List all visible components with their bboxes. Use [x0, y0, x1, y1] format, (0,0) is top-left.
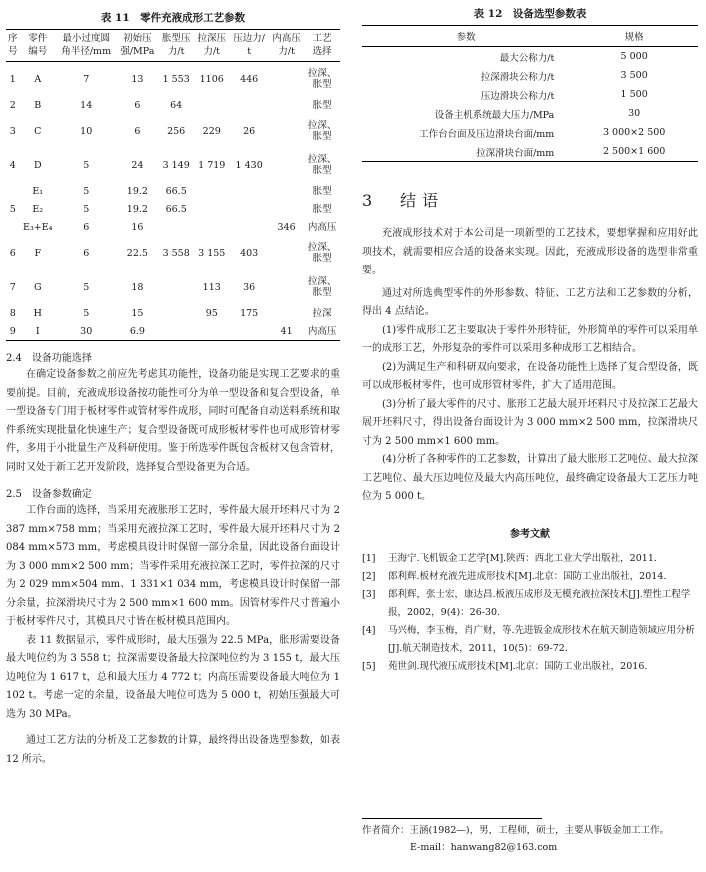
param-cell: 拉深滑块公称力/t — [480, 71, 555, 83]
table-cell — [269, 148, 305, 182]
table-row — [6, 270, 340, 304]
table-cell: 24 — [131, 159, 144, 171]
reference-number: [2] — [362, 570, 376, 582]
table-cell: 13 — [131, 73, 144, 85]
table-cell — [194, 96, 230, 114]
reference-text: 马兴梅，李玉梅，肖广财，等.先进钣金成形技术在航天制造领域应用分析[J].航天制造技术，2011，10(5)：69-72. — [388, 624, 696, 654]
section-2-5-p2: 表 11 数据显示，零件成形时，最大压强为 22.5 MPa，胀形需要设备最大吨位约为 3 558 t；拉深需要设备最大拉深吨位约为 3 155 t，最大压边吨位为 1 617 t，总和最大压力 4 772 t；内高压需要设备最大吨位为 1 102 t。考虑一定的余量，设备最大吨位可选为 5 000 t，初始压强最大可选为 30 MPa。 — [6, 634, 340, 720]
table-row — [6, 200, 340, 218]
table-cell — [269, 236, 305, 270]
section-3-p3: (1)零件成形工艺主要取决于零件外形特征，外形简单的零件可以采用单一的成形工艺，外形复杂的零件可以采用多种成形工艺相结合。 — [362, 324, 698, 354]
table-cell: 5 — [83, 203, 90, 215]
table-row — [6, 182, 340, 200]
table11-header-cell: 工艺 选择 — [304, 30, 340, 62]
table12 — [362, 25, 698, 162]
table12-header-param: 参数 — [362, 26, 570, 47]
spec-cell: 5 000 — [620, 51, 648, 62]
table-cell: 5 — [83, 159, 90, 171]
table-cell: 6 — [83, 221, 90, 233]
table-cell: 3 149 — [162, 159, 190, 171]
table-cell: 5 — [83, 281, 90, 293]
table-cell: E₃+E₄ — [23, 221, 53, 233]
table12-caption: 表 12 设备选型参数表 — [473, 8, 587, 20]
table11-header-cell: 压边力/ t — [230, 30, 269, 62]
table-cell: 3 155 — [198, 247, 226, 259]
table-cell — [194, 182, 230, 200]
table-row — [6, 148, 340, 182]
reference-item — [362, 622, 698, 658]
table-cell: 胀型 — [312, 99, 332, 111]
table-cell: 446 — [240, 73, 259, 85]
table-cell: 9 — [9, 325, 16, 337]
author-divider — [362, 818, 542, 819]
table-cell: 41 — [280, 325, 293, 337]
table-row — [6, 218, 340, 236]
table-cell — [158, 270, 194, 304]
table-cell: 5 — [9, 203, 16, 215]
param-cell: 设备主机系统最大压力/MPa — [434, 109, 555, 121]
table-cell: 95 — [205, 307, 218, 319]
table-cell — [158, 304, 194, 322]
table-cell — [194, 218, 230, 236]
table-cell: 10 — [80, 125, 93, 137]
reference-item — [362, 568, 698, 586]
spec-cell: 3 500 — [620, 70, 648, 81]
table-row — [6, 114, 340, 148]
table11-header-row — [6, 30, 340, 62]
table12-body — [362, 47, 698, 162]
param-cell: 工作台台面及压边滑块台面/mm — [419, 128, 555, 140]
table-cell: 18 — [131, 281, 144, 293]
table-cell: 6 — [134, 99, 141, 111]
table-cell — [230, 218, 269, 236]
table-row — [6, 62, 340, 97]
param-cell: 压边滑块公称力/t — [480, 90, 555, 102]
table-cell: 6.9 — [129, 325, 145, 337]
param-cell: 最大公称力/t — [499, 52, 555, 64]
table-cell — [269, 200, 305, 218]
table-cell: 7 — [9, 281, 16, 293]
table-cell: 拉深、 胀型 — [307, 242, 337, 264]
table-cell: 拉深 — [312, 307, 332, 319]
table-cell — [6, 182, 19, 200]
table-cell: 3 558 — [162, 247, 190, 259]
table-cell: 2 — [9, 99, 16, 111]
table-cell: B — [34, 99, 42, 111]
table-cell: 6 — [134, 125, 141, 137]
table-cell: I — [35, 325, 40, 337]
table-cell: 3 — [9, 125, 16, 137]
spec-cell: 30 — [628, 108, 641, 119]
table-row — [362, 66, 698, 85]
table-row — [6, 96, 340, 114]
author-note — [362, 822, 702, 856]
section-3-p4: (2)为满足生产和科研双向要求，在设备功能性上选择了复合型设备，既可以成形板材零件，也可成形管材零件，扩大了适用范围。 — [362, 361, 698, 391]
table-cell: 5 — [83, 185, 90, 197]
table-cell: 66.5 — [165, 203, 187, 215]
table-row — [362, 123, 698, 142]
table-cell — [6, 218, 19, 236]
table-cell: 26 — [243, 125, 256, 137]
table-cell: 1 553 — [162, 73, 190, 85]
table-cell: 5 — [83, 307, 90, 319]
table-cell — [269, 96, 305, 114]
reference-number: [3] — [362, 588, 376, 600]
table-cell: E₁ — [32, 185, 44, 197]
table-cell: 403 — [240, 247, 259, 259]
reference-item — [362, 658, 698, 676]
table12-header-spec: 规格 — [570, 26, 698, 47]
table-cell: C — [34, 125, 42, 137]
table-cell: 4 — [9, 159, 16, 171]
table-cell: 8 — [9, 307, 16, 319]
table-row — [6, 322, 340, 341]
references-list — [362, 550, 698, 676]
table-cell: 6 — [9, 247, 16, 259]
reference-text: 王海宁.飞机钣金工艺学[M].陕西：西北工业大学出版社，2011. — [388, 552, 657, 564]
table-cell: 30 — [80, 325, 93, 337]
table11-header-cell: 零件 编号 — [19, 30, 56, 62]
table-row — [6, 304, 340, 322]
table11 — [6, 29, 340, 341]
table11-header-cell: 拉深压 力/t — [194, 30, 230, 62]
table-cell: H — [33, 307, 42, 319]
table-cell: F — [34, 247, 42, 259]
table-cell: 1 — [9, 73, 16, 85]
table-cell — [230, 322, 269, 341]
section-3-heading: 3 结语 — [362, 191, 445, 210]
table11-header-cell: 内高压 力/t — [269, 30, 305, 62]
table-cell — [230, 182, 269, 200]
section-3-p2: 通过对所选典型零件的外形参数、特征、工艺方法和工艺参数的分析，得出 4 点结论。 — [362, 287, 698, 317]
table-cell: G — [33, 281, 42, 293]
spec-cell: 1 500 — [620, 89, 648, 100]
table-cell: 内高压 — [307, 221, 337, 233]
reference-item — [362, 586, 698, 622]
table-row — [362, 104, 698, 123]
table-cell — [194, 322, 230, 341]
table-cell: 256 — [167, 125, 186, 137]
section-3-p1: 充液成形技术对于本公司是一项新型的工艺技术，要想掌握和应用好此项技术，就需要相应合适的设备来实现。因此，充液成形设备的选型非常重要。 — [362, 228, 698, 276]
table-cell: 22.5 — [126, 247, 148, 259]
table11-header-cell: 胀型压 力/t — [158, 30, 194, 62]
table11-header-cell: 序 号 — [6, 30, 19, 62]
table-cell — [269, 304, 305, 322]
table-cell — [230, 200, 269, 218]
table-cell: 拉深、 胀型 — [307, 68, 337, 90]
table-cell: 1 719 — [198, 159, 226, 171]
table-cell: 15 — [131, 307, 144, 319]
table-cell: 113 — [202, 281, 221, 293]
table-cell: 64 — [170, 99, 183, 111]
section-2-4-heading: 2.4 设备功能选择 — [6, 353, 92, 364]
section-2-5-heading: 2.5 设备参数确定 — [6, 489, 92, 500]
table11-header-cell: 初始压 强/MPa — [116, 30, 158, 62]
table11-header-cell: 最小过度圆 角半径/mm — [56, 30, 116, 62]
reference-number: [5] — [362, 660, 376, 672]
table-cell: 胀型 — [312, 185, 332, 197]
table-row — [362, 142, 698, 162]
reference-number: [1] — [362, 552, 376, 564]
reference-item — [362, 550, 698, 568]
table-cell — [269, 182, 305, 200]
table-cell: A — [34, 73, 42, 85]
table-cell — [269, 270, 305, 304]
section-2-4-body: 在确定设备参数之前应先考虑其功能性，设备功能是实现工艺要求的重要前提。目前，充液成形设备按功能性可分为单一型设备和复合型设备，单一型设备专门用于板材零件或管材零件成形，同时可配备自动送料系统和取件系统实现批量化快速生产；复合型设备既可成形板材零件也可成形管材零件，多用于小批量生产及科研使用。鉴于所选零件既包含板材又包含管材，同时又处于新工艺开发阶段，选择复合型设备更为合适。 — [6, 369, 340, 473]
table-cell: 拉深、 胀型 — [307, 276, 337, 298]
table-row — [6, 236, 340, 270]
table-cell: 19.2 — [126, 203, 148, 215]
table-cell: 6 — [83, 247, 90, 259]
table-cell: 346 — [277, 221, 296, 233]
table-cell: 175 — [240, 307, 259, 319]
references-heading: 参考文献 — [510, 528, 550, 540]
table-cell: 拉深、 胀型 — [307, 120, 337, 142]
spec-cell: 2 500×1 600 — [602, 146, 666, 157]
section-2-5-p1: 工作台面的选择，当采用充液胀形工艺时，零件最大展开坯料尺寸为 2 387 mm×758 mm；当采用充液拉深工艺时，零件最大展开坯料尺寸为 2 084 mm×573 mm，考虑模具设计时保留一部分余量，因此设备台面设计为 3 000 mm×2 500 mm；当零件采用充液拉深工艺时，零件拉深的尺寸为 2 029 mm×504 mm、1 331×1 034 mm，考虑模具设计时保留一部分余量，拉深滑块尺寸为 2 500 mm×1 600 mm。因管材零件尺寸普遍小于板材零件尺寸，其模具尺寸皆在板材模具范围内。 — [6, 505, 340, 627]
table-row — [362, 85, 698, 104]
table-cell: 229 — [202, 125, 221, 137]
table-cell — [269, 62, 305, 97]
table-cell: 19.2 — [126, 185, 148, 197]
table-cell: 1 430 — [235, 159, 263, 171]
table-cell — [158, 322, 194, 341]
section-2-5-p3: 通过工艺方法的分析及工艺参数的计算，最终得出设备选型参数，如表 12 所示。 — [6, 735, 340, 765]
table11-body — [6, 62, 340, 341]
table-cell: 内高压 — [307, 325, 337, 337]
reference-number: [4] — [362, 624, 376, 636]
table-cell — [194, 200, 230, 218]
table-cell — [158, 218, 194, 236]
author-intro: 作者简介：王涵(1982—)，男，工程师，硕士，主要从事钣金加工工作。 — [362, 825, 670, 836]
table-cell — [269, 114, 305, 148]
section-3-p6: (4)分析了各种零件的工艺参数，计算出了最大胀形工艺吨位、最大拉深工艺吨位、最大压边吨位及最大内高压吨位，最终确定设备最大工艺压力吨位为 5 000 t。 — [362, 454, 698, 502]
table-cell: 7 — [83, 73, 90, 85]
table-cell: 14 — [80, 99, 93, 111]
table-cell: 36 — [243, 281, 256, 293]
table-row — [362, 47, 698, 67]
table-cell: 16 — [131, 221, 144, 233]
reference-text: 郎利辉.板材充液先进成形技术[M].北京：国防工业出版社，2014. — [388, 570, 667, 582]
spec-cell: 3 000×2 500 — [602, 127, 666, 138]
left-column — [6, 0, 340, 769]
table11-caption: 表 11 零件充液成形工艺参数 — [100, 12, 246, 24]
table-cell: 胀型 — [312, 203, 332, 215]
section-3-p5: (3)分析了最大零件的尺寸、胀形工艺最大展开坯料尺寸及拉深工艺最大展开坯料尺寸，得出设备台面设计为 3 000 mm×2 500 mm，拉深滑块尺寸为 2 500 mm×1 600 mm。 — [362, 398, 698, 447]
author-email: E-mail：hanwang82@163.com — [410, 842, 558, 853]
table-cell: E₂ — [32, 203, 44, 215]
param-cell: 拉深滑块台面/mm — [476, 147, 555, 159]
table-cell: 拉深、 胀型 — [307, 154, 337, 176]
reference-text: 苑世剑.现代液压成形技术[M].北京：国防工业出版社，2016. — [388, 660, 648, 672]
table-cell — [230, 96, 269, 114]
table-cell: 66.5 — [165, 185, 187, 197]
right-column — [362, 0, 698, 676]
reference-text: 郎利辉，张士宏，康达昌.板液压成形及无模充液拉深技术[J].塑性工程学报，2002，9(4)：26-30. — [388, 588, 691, 618]
table-cell: D — [33, 159, 42, 171]
table-cell: 1106 — [199, 73, 224, 85]
